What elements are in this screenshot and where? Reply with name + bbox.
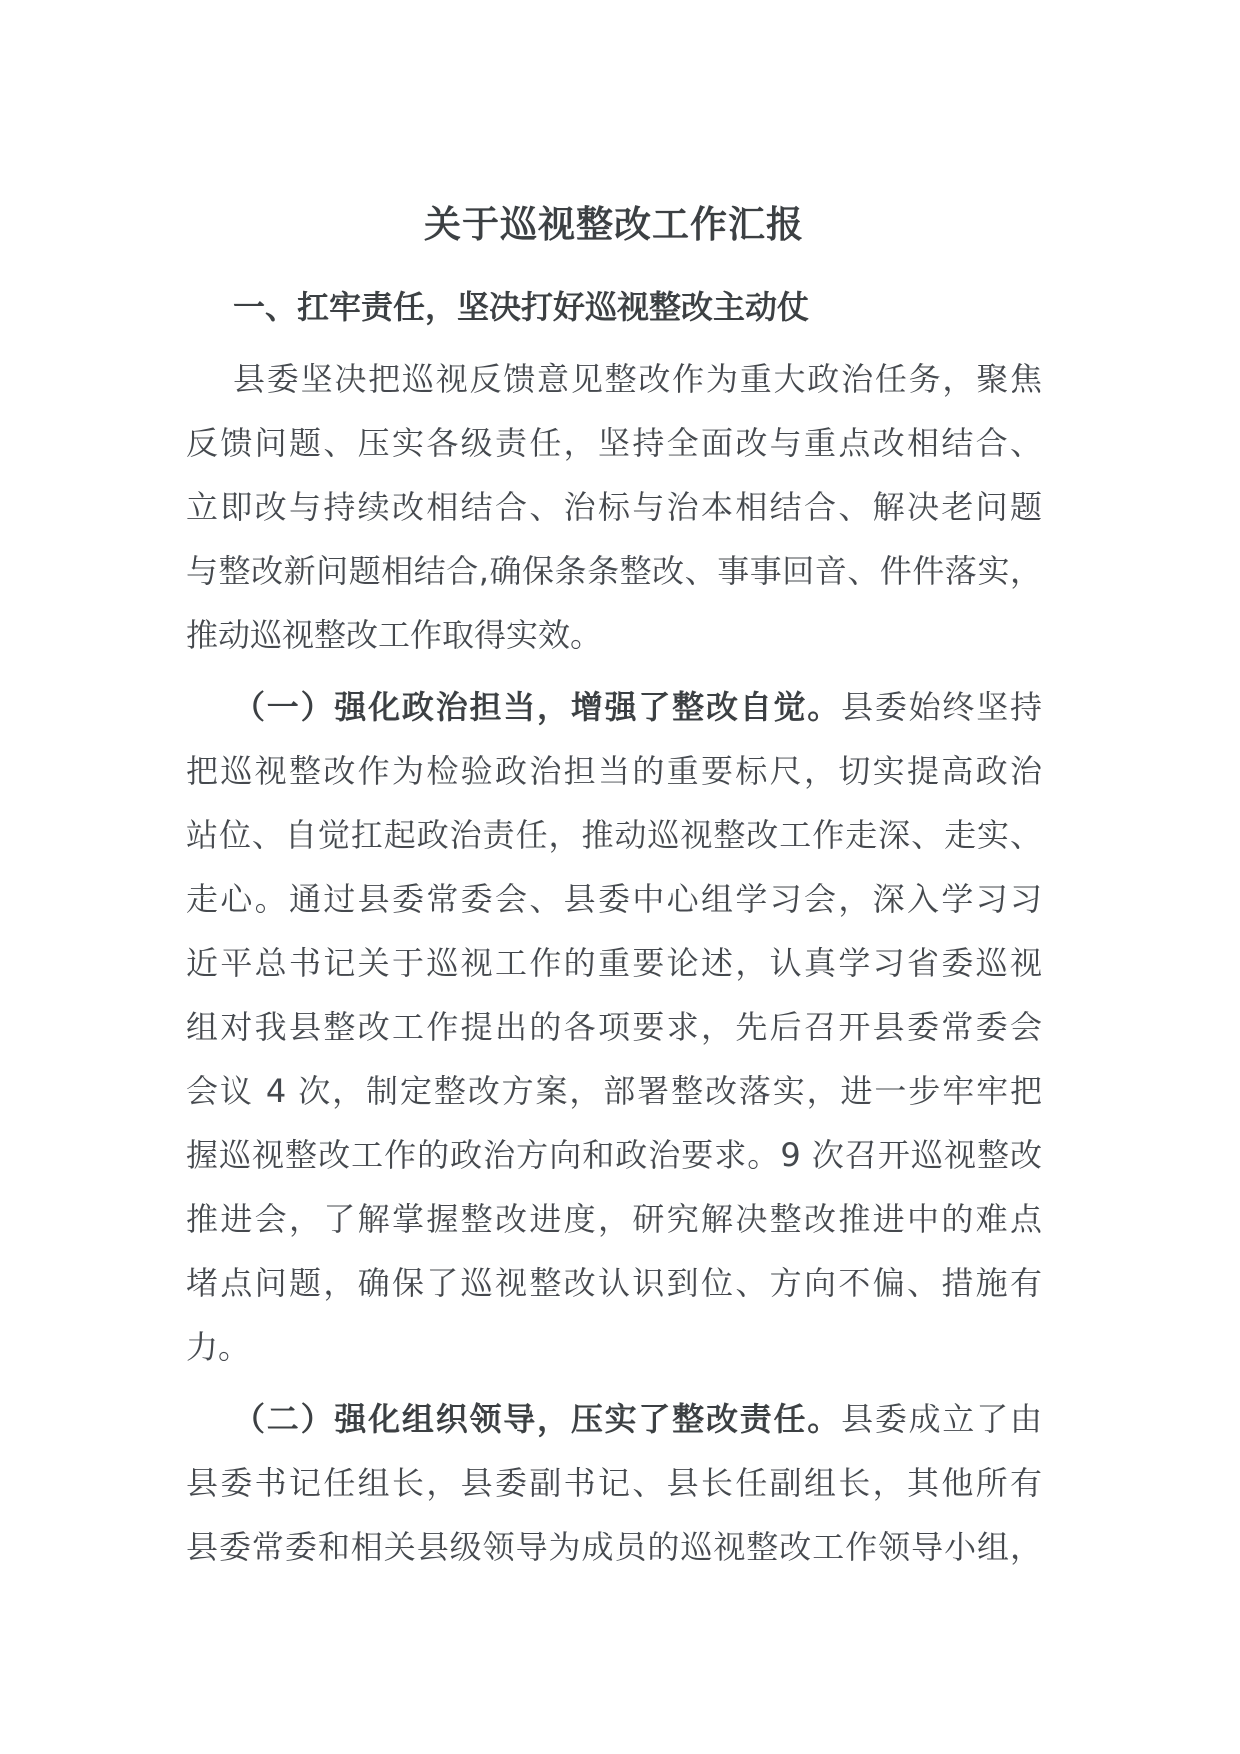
text-line [186, 995, 1042, 1059]
body-text-run: 县委常委和相关县级领导为成员的巡视整改工作领导小组， [186, 1528, 1042, 1566]
body-text-run: 站位、自觉扛起政治责任，推动巡视整改工作走深、走实、 [186, 816, 1042, 854]
text-line [186, 1387, 1042, 1451]
text-line [186, 275, 1042, 339]
block-paragraph [186, 675, 1042, 1379]
text-line [186, 539, 1042, 603]
bold-text-run: 一、扛牢责任，坚决打好巡视整改主动仗 [233, 288, 810, 326]
block-heading [186, 275, 1042, 339]
body-text-run: 堵点问题，确保了巡视整改认识到位、方向不偏、措施有 [186, 1264, 1042, 1302]
text-line [186, 1451, 1042, 1515]
body-text-run: 力。 [186, 1328, 251, 1366]
body-text-run: 县委坚决把巡视反馈意见整改作为重大政治任务，聚焦 [233, 360, 1042, 398]
body-text-run: 县委成立了由 [841, 1400, 1042, 1438]
text-line [186, 1187, 1042, 1251]
text-line [186, 1251, 1042, 1315]
text-line [186, 347, 1042, 411]
document-body [186, 275, 1042, 1579]
body-text-run: 把巡视整改作为检验政治担当的重要标尺，切实提高政治 [186, 752, 1042, 790]
body-text-run: 推动巡视整改工作取得实效。 [186, 616, 603, 654]
text-line [186, 675, 1042, 739]
body-text-run: 反馈问题、压实各级责任，坚持全面改与重点改相结合、 [186, 424, 1042, 462]
text-line [186, 1515, 1042, 1579]
document-title: 关于巡视整改工作汇报 [424, 203, 804, 246]
body-text-run: 与整改新问题相结合,确保条条整改、事事回音、件件落实， [186, 552, 1042, 590]
block-paragraph [186, 347, 1042, 667]
text-line [186, 867, 1042, 931]
text-line [186, 603, 1042, 667]
body-text-run: 会议 4 次，制定整改方案，部署整改落实，进一步牢牢把 [186, 1072, 1042, 1110]
bold-text-run: （二）强化组织领导，压实了整改责任。 [233, 1400, 842, 1438]
text-line [186, 1315, 1042, 1379]
body-text-run: 立即改与持续改相结合、治标与治本相结合、解决老问题 [186, 488, 1042, 526]
bold-text-run: （一）强化政治担当，增强了整改自觉。 [233, 688, 842, 726]
body-text-run: 县委书记任组长，县委副书记、县长任副组长，其他所有 [186, 1464, 1042, 1502]
text-line [186, 739, 1042, 803]
body-text-run: 近平总书记关于巡视工作的重要论述，认真学习省委巡视 [186, 944, 1042, 982]
text-line [186, 931, 1042, 995]
text-line [186, 1059, 1042, 1123]
text-line [186, 411, 1042, 475]
body-text-run: 推进会，了解掌握整改进度，研究解决整改推进中的难点 [186, 1200, 1042, 1238]
text-line [186, 803, 1042, 867]
body-text-run: 县委始终坚持 [841, 688, 1042, 726]
text-line [186, 475, 1042, 539]
body-text-run: 走心。通过县委常委会、县委中心组学习会，深入学习习 [186, 880, 1042, 918]
body-text-run: 组对我县整改工作提出的各项要求，先后召开县委常委会 [186, 1008, 1042, 1046]
body-text-run: 握巡视整改工作的政治方向和政治要求。9 次召开巡视整改 [186, 1136, 1042, 1174]
text-line [186, 1123, 1042, 1187]
block-paragraph [186, 1387, 1042, 1579]
